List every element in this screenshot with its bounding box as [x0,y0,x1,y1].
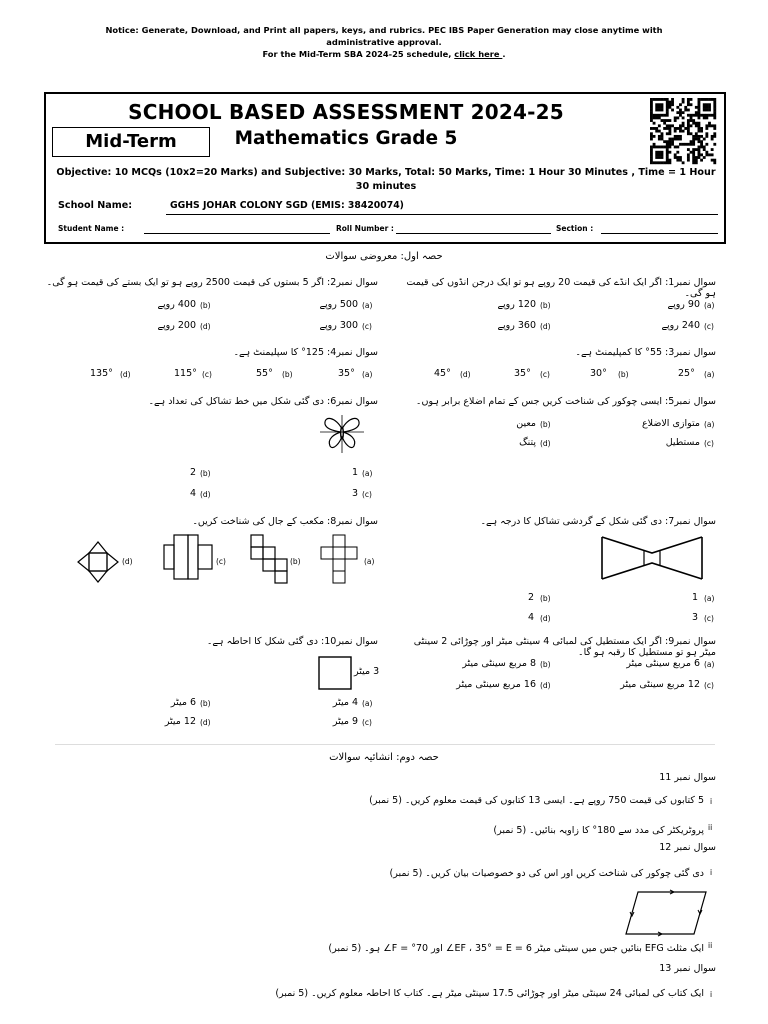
q10-a-label: (a) [362,699,373,708]
q8-a-label: (a) [364,557,375,566]
q11-i-text: 5 کتابوں کی قیمت 750 روپے ہے۔ ایسی 13 کتابوں کی قیمت معلوم کریں۔ (5 نمبر) [369,795,704,806]
q12-i-text: دی گئی چوکور کی شناخت کریں اور اس کی دو خصوصیات بیان کریں۔ (5 نمبر) [389,868,704,879]
notice-line3-prefix: For the Mid-Term SBA 2024-25 schedule, [262,49,455,59]
q2-c-label: (c) [362,322,372,331]
rotational-symmetry-figure [600,535,704,581]
q8-a-net [320,534,358,590]
q5-d-label: (d) [540,439,551,448]
q6-d: 4 [190,488,197,499]
q5-b: معین [516,418,536,429]
q6-b: 2 [190,467,197,478]
q4-c-label: (c) [202,370,212,379]
q10-b: 6 میٹر [170,697,196,708]
q1-a: 90 روپے [667,299,700,310]
q9-a-label: (a) [704,660,715,669]
q5-c: مستطیل [665,437,700,448]
q11-ii-label: ii [708,823,713,832]
q11-i-label: i [710,797,713,806]
q5-b-label: (b) [540,420,551,429]
q4-b: 55° [256,368,273,379]
q4-d-label: (d) [120,370,131,379]
q9-b-label: (b) [540,660,551,669]
q3-c-label: (c) [540,370,550,379]
part2-title: حصہ دوم: انشائیہ سوالات [329,752,439,763]
butterfly-figure [320,415,364,453]
notice-line3-suffix: . [502,49,506,59]
q7-a-label: (a) [704,594,715,603]
q9-c: 12 مربع سینٹی میٹر [620,679,700,690]
schedule-link[interactable]: click here [454,49,503,59]
q12-ii-text: ایک مثلث EFG بنائیں جس میں سینٹی میٹر 6 = EF ، 35° = E∠ اور 70° = F∠ ہو۔ (5 نمبر) [328,943,704,954]
q9-c-label: (c) [704,681,714,690]
notice [0,24,768,60]
q3-text: سوال نمبر3: 55° کا کمپلیمنٹ ہے۔ [575,347,716,358]
q8-d-label: (d) [122,557,133,566]
notice-line3 [0,48,768,60]
notice-line2: administrative approval. [326,37,442,47]
q1-c: 240 روپے [661,320,700,331]
q10-a: 4 میٹر [332,697,358,708]
q3-d: 45° [434,368,451,379]
q10-c-label: (c) [362,718,372,727]
school-name-line [166,214,718,215]
q4-b-label: (b) [282,370,293,379]
q4-c: 115° [174,368,197,379]
q2-d-label: (d) [200,322,211,331]
q6-text: سوال نمبر6: دی گئی شکل میں خط تشاکل کی تعداد ہے۔ [148,396,378,407]
q11-heading: سوال نمبر 11 [659,772,716,783]
term-box: Mid-Term [52,127,210,157]
q9-d: 16 مربع سینٹی میٹر [456,679,536,690]
school-name-label: School Name: [58,200,133,211]
q1-a-label: (a) [704,301,715,310]
q4-d: 135° [90,368,113,379]
q10-square-figure [318,656,352,690]
roll-number-field[interactable] [396,233,551,234]
q2-b-label: (b) [200,301,211,310]
q2-text: سوال نمبر2: اگر 5 بستوں کی قیمت 2500 روپے ہو تو ایک بستے کی قیمت ہو گی۔ [46,277,378,288]
section-field[interactable] [601,233,718,234]
qr-code-icon [650,98,716,164]
q6-a-label: (a) [362,469,373,478]
q2-b: 400 روپے [157,299,196,310]
q6-a: 1 [352,467,359,478]
section-divider [55,744,715,745]
q7-b: 2 [528,592,535,603]
q10-d: 12 میٹر [164,716,196,727]
part1-title: حصہ اول: معروضی سوالات [325,251,443,262]
q3-b-label: (b) [618,370,629,379]
q12-heading: سوال نمبر 12 [659,842,716,853]
q13-i-label: i [710,990,713,999]
objective-text: Objective: 10 MCQs (10x2=20 Marks) and Subjective: 30 Marks, Total: 50 Marks, Time: 1 Hour 30 Minutes , Time = 1 Hour 30 minutes [56,167,716,192]
q8-d-net [76,540,120,584]
q9-text: سوال نمبر9: اگر ایک مستطیل کی لمبائی 4 سینٹی میٹر اور چوڑائی 2 سینٹی میٹر ہو تو مستطیل کا رقبہ ہو گا۔ [413,636,716,658]
q5-a: متوازی الاضلاع [641,418,700,429]
q13-i-text: ایک کتاب کی لمبائی 24 سینٹی میٹر اور چوڑائی 17.5 سینٹی میٹر ہے۔ کتاب کا احاطہ معلوم کریں۔ (5 نمبر) [275,988,704,999]
q11-ii-text: پروٹریکٹر کی مدد سے 180° کا زاویہ بنائیں۔ (5 نمبر) [493,825,704,836]
q8-c-net [162,534,214,580]
q12-i-label: i [710,868,713,877]
student-name-label: Student Name : [58,224,125,233]
q2-d: 200 روپے [157,320,196,331]
q2-a: 500 روپے [319,299,358,310]
q13-heading: سوال نمبر 13 [659,963,716,974]
q1-b-label: (b) [540,301,551,310]
q12-ii-label: ii [708,941,713,950]
q6-b-label: (b) [200,469,211,478]
q7-d-label: (d) [540,614,551,623]
q10-side-label: 3 میٹر [354,666,380,677]
q4-a-label: (a) [362,370,373,379]
q1-d-label: (d) [540,322,551,331]
q8-b-net [250,534,288,588]
q3-d-label: (d) [460,370,471,379]
q10-text: سوال نمبر10: دی گئی شکل کا احاطہ ہے۔ [206,636,378,647]
q5-c-label: (c) [704,439,714,448]
student-name-field[interactable] [144,233,330,234]
q7-c-label: (c) [704,614,714,623]
section-label: Section : [556,224,594,233]
exam-title: SCHOOL BASED ASSESSMENT 2024-25 [128,100,564,124]
q6-c: 3 [352,488,359,499]
q7-text: سوال نمبر7: دی گئی شکل کے گردشی تشاکل کا درجہ ہے۔ [480,516,716,527]
q9-a: 6 مربع سینٹی میٹر [626,658,700,669]
q7-a: 1 [692,592,699,603]
q3-b: 30° [590,368,607,379]
q8-b-label: (b) [290,557,301,566]
q1-c-label: (c) [704,322,714,331]
q6-d-label: (d) [200,490,211,499]
q1-text: سوال نمبر1: اگر ایک انڈے کی قیمت 20 روپے ہو تو ایک درجن انڈوں کی قیمت ہو گی۔ [406,277,716,299]
q8-c-label: (c) [216,557,226,566]
q10-d-label: (d) [200,718,211,727]
subject-title: Mathematics Grade 5 [234,128,458,149]
q10-c: 9 میٹر [332,716,358,727]
q7-d: 4 [528,612,535,623]
roll-number-label: Roll Number : [336,224,394,233]
header-box [44,92,726,244]
school-name-value: GGHS JOHAR COLONY SGD (EMIS: 38420074) [170,200,404,211]
q3-a-label: (a) [704,370,715,379]
q7-b-label: (b) [540,594,551,603]
q5-d: پتنگ [519,437,536,448]
q4-text: سوال نمبر4: 125° کا سپلیمنٹ ہے۔ [233,347,378,358]
q12-parallelogram-figure [624,890,708,936]
q1-d: 360 روپے [497,320,536,331]
q10-b-label: (b) [200,699,211,708]
q2-a-label: (a) [362,301,373,310]
q8-text: سوال نمبر8: مکعب کے جال کی شناخت کریں۔ [192,516,378,527]
q5-a-label: (a) [704,420,715,429]
q2-c: 300 روپے [319,320,358,331]
q3-a: 25° [678,368,695,379]
q9-d-label: (d) [540,681,551,690]
notice-line1: Notice: Generate, Download, and Print all papers, keys, and rubrics. PEC IBS Paper Generation may close anytime with [105,25,663,35]
q1-b: 120 روپے [497,299,536,310]
q6-c-label: (c) [362,490,372,499]
q7-c: 3 [692,612,699,623]
q9-b: 8 مربع سینٹی میٹر [462,658,536,669]
q4-a: 35° [338,368,355,379]
q5-text: سوال نمبر5: ایسی چوکور کی شناخت کریں جس کے تمام اضلاع برابر ہوں۔ [415,396,716,407]
q3-c: 35° [514,368,531,379]
